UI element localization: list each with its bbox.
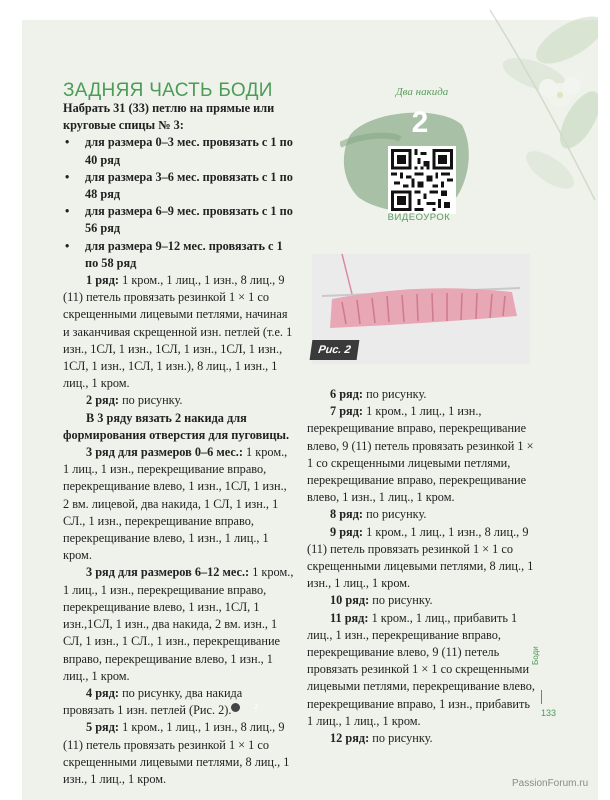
row-6: 6 ряд: по рисунку. (330, 387, 427, 401)
row-8: 8 ряд: по рисунку. (330, 507, 427, 522)
size-item: • для размера 6–9 мес. провязать с 1 по 56 ряд (63, 203, 295, 237)
size-item: • для размера 3–6 мес. провязать с 1 по 48 ряд (63, 169, 295, 203)
qr-code-graphic (391, 149, 453, 211)
row-11: 11 ряд: 1 кром., 1 лиц., прибавить 1 лиц., 1 изн., перекрещивание вправо, перекрещивание влево, 9 (11) петель провязать резинкой 1 × 1 со скрещенными лицевыми петлями, перекрещивание влево, перекрещивание вправо, 1 изн., прибавить 1 лиц., 1 лиц., 1 кром. (307, 610, 535, 728)
section-side-label: Боди (531, 646, 540, 665)
video-title: Два накида (395, 86, 449, 98)
page-number: 133 (541, 708, 557, 718)
row-10: 10 ряд: по рисунку. (330, 593, 433, 608)
figure-label: Рис. 2 (310, 340, 360, 360)
row-9: 9 ряд: 1 кром., 1 лиц., 1 изн., 8 лиц., 9 (11) петель провязать резинкой 1 × 1 со скрещенными лицевыми петлями, 8 лиц., 1 изн., 1 лиц., 1 кром. (307, 524, 534, 591)
video-ref-badge: 2 (231, 703, 240, 712)
size-item: • для размера 9–12 мес. провязать с 1 по 58 ряд (63, 238, 295, 272)
row-7: 7 ряд: 1 кром., 1 лиц., 1 изн., перекрещивание вправо, перекрещивание влево, 9 (11) петель провязать резинкой 1 × 1 со скрещенными лицевыми петлями, перекрещивание вправо, перекрещивание влево, 1 изн., 1 лиц., 1 кром. (307, 404, 534, 505)
page-number-rule (541, 690, 542, 704)
row-12: 12 ряд: по рисунку. (330, 731, 433, 746)
right-column (307, 386, 535, 747)
page-edge (598, 0, 610, 800)
row-3a: 3 ряд для размеров 0–6 мес.: 1 кром., 1 лиц., 1 изн., перекрещивание вправо, перекрещивание влево, 1 изн., 1СЛ, 1 изн., 2 вм. лицевой, два накида, 1 СЛ, 1 изн., 1 СЛ., 1 изн., перекрещивание вправо, перекрещивание влево, 1 изн., 1 лиц., 1 кром. (63, 445, 288, 563)
row-3b: 3 ряд для размеров 6–12 мес.: 1 кром., 1 лиц., 1 изн., перекрещивание вправо, перекрещивание влево, 1 изн., 1СЛ, 1 изн.,1СЛ, 1 изн., два накида, 2 вм. изн., 1 СЛ, 1 изн., 1 СЛ., 1 изн., перекрещивание вправо, перекрещивание влево, 1 изн., 1 лиц., 1 кром. (63, 565, 294, 683)
row-3-note: В 3 ряду вязать 2 накида для формирования отверстия для пуговицы. (63, 410, 290, 442)
row-2: 2 ряд: по рисунку. (86, 393, 183, 408)
size-item: • для размера 0–3 мес. провязать с 1 по 40 ряд (63, 134, 295, 168)
intro-text: Набрать 31 (33) петлю на прямые или круговые спицы № 3: (63, 101, 275, 133)
video-label: ВИДЕОУРОК (387, 212, 451, 223)
size-list (63, 134, 295, 272)
row-1: 1 ряд: 1 кром., 1 лиц., 1 изн., 8 лиц., 9 (11) петель провязать резинкой 1 × 1 со скрещенными лицевыми петлями, начиная и заканчивая скрещенной изн. петлей (т.е. 1 изн., 1СЛ, 1 изн., 1СЛ, 1 изн., 1СЛ, 1 изн., 1СЛ, 1 изн., 1СЛ, 1 изн.), 8 лиц., 1 изн., 1 лиц., 1 кром. (63, 273, 293, 391)
row-5: 5 ряд: 1 кром., 1 лиц., 1 изн., 8 лиц., 9 (11) петель провязать резинкой 1 × 1 со скрещенными лицевыми петлями, 8 лиц., 1 изн., 1 лиц., 1 кром. (63, 720, 290, 786)
watermark: PassionForum.ru (512, 778, 589, 789)
left-column (63, 100, 295, 788)
qr-code[interactable] (388, 146, 456, 214)
row-4: 4 ряд: по рисунку, два накида провязать 1 изн. петлей (Рис. 2). 2 (63, 685, 259, 718)
video-number: 2 (411, 106, 429, 139)
section-title: ЗАДНЯЯ ЧАСТЬ БОДИ (63, 80, 273, 101)
